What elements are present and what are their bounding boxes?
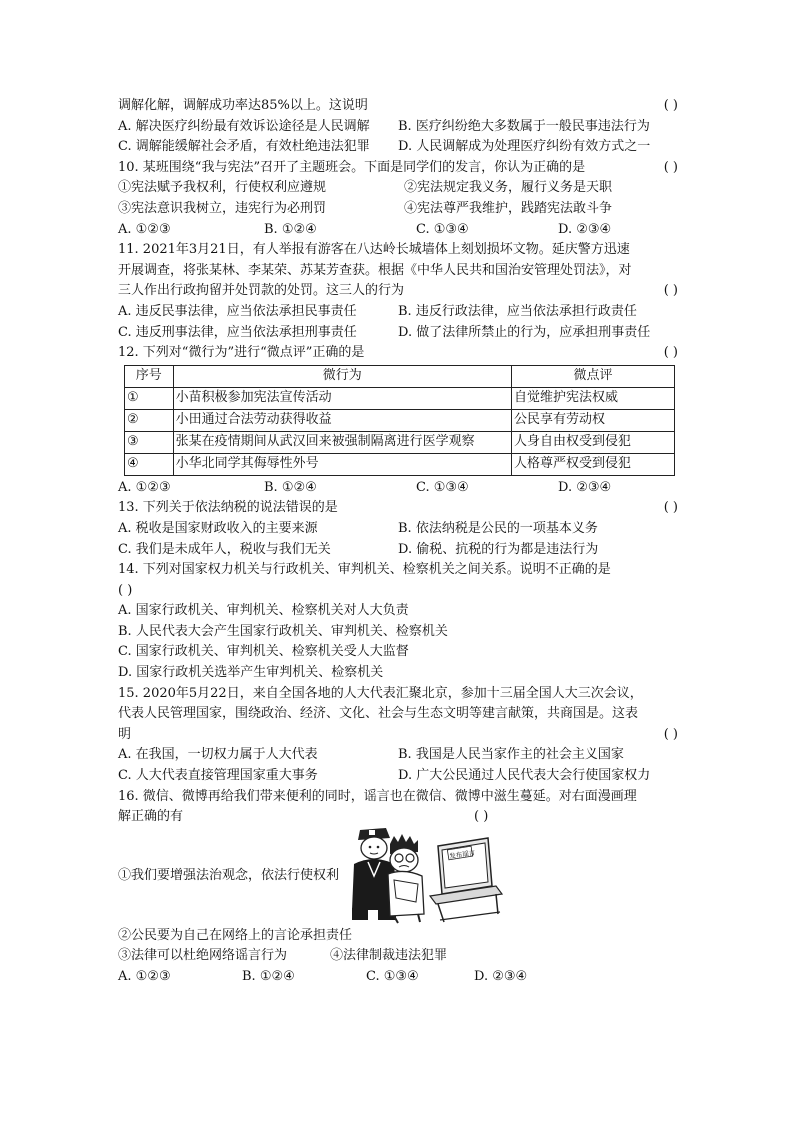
q11-stem-1: 11. 2021年3月21日，有人举报有游客在八达岭长城墙体上刻划损坏文物。延庆警方迅速 <box>118 242 630 258</box>
q14-option-c: C. 国家行政机关、审判机关、检察机关受人大监督 <box>118 644 409 660</box>
q16-statement-4: ④法律制裁违法犯罪 <box>330 948 448 964</box>
q16-stem-1: 16. 微信、微博再给我们带来便利的同时，谣言也在微信、微博中滋生蔓延。对右面漫画理 <box>118 788 637 804</box>
q16-answer-paren: ( ) <box>474 809 489 825</box>
q15-option-d: D. 广大公民通过人民代表大会行使国家权力 <box>398 768 651 784</box>
q15-options-row1 <box>118 745 678 766</box>
q9-option-a: A. 解决医疗纠纷最有效诉讼途径是人民调解 <box>118 118 370 134</box>
row-no: ② <box>125 409 174 431</box>
q13-option-b: B. 依法纳税是公民的一项基本义务 <box>398 520 598 536</box>
q11-options-row2 <box>118 323 678 344</box>
q10-option-b: B. ①②④ <box>264 221 317 237</box>
q15-option-b: B. 我国是人民当家作主的社会主义国家 <box>398 747 624 763</box>
q12-option-c: C. ①③④ <box>416 479 469 495</box>
q9-answer-paren: ( ) <box>663 98 678 113</box>
table-row <box>125 409 675 431</box>
q9-option-d: D. 人民调解成为处理医疗纠纷有效方式之一 <box>398 139 651 155</box>
q14-option-a: A. 国家行政机关、审判机关、检察机关对人大负责 <box>118 603 409 619</box>
q16-option-a: A. ①②③ <box>118 969 171 984</box>
row-comment: 人身自由权受到侵犯 <box>512 431 675 453</box>
q12-option-b: B. ①②④ <box>264 479 317 495</box>
row-no: ④ <box>125 453 174 475</box>
header-behavior: 微行为 <box>173 365 511 387</box>
q15-stem-line1 <box>118 684 678 705</box>
q10-statement-4: ④宪法尊严我维护，践踏宪法敢斗争 <box>404 200 613 216</box>
q15-answer-paren: ( ) <box>663 726 678 742</box>
q9-stem-line <box>118 96 678 117</box>
q15-options-row2 <box>118 766 678 787</box>
q10-statement-1: ①宪法赋予我权利，行使权利应遵规 <box>118 180 327 196</box>
q14-paren-line <box>118 581 678 602</box>
q16-option-c: C. ①③④ <box>366 969 419 984</box>
q12-table-header <box>125 365 675 387</box>
q11-option-a: A. 违反民事法律，应当依法承担民事责任 <box>118 303 357 319</box>
arrested-man-figure <box>388 834 424 923</box>
q14-option-a-line <box>118 601 678 622</box>
q12-option-a: A. ①②③ <box>118 479 171 495</box>
q9-options-row1 <box>118 117 678 138</box>
q10-statement-3: ③宪法意识我树立，违宪行为必刑罚 <box>118 200 327 216</box>
q15-stem-1: 15. 2020年5月22日，来自全国各地的人大代表汇聚北京，参加十三届全国人大三次会议， <box>118 685 643 701</box>
q15-stem-line3 <box>118 725 678 746</box>
q10-statements-row2 <box>118 199 678 220</box>
q14-stem: 14. 下列对国家权力机关与行政机关、审判机关、检察机关之间关系。说明不正确的是 <box>118 562 611 578</box>
q10-options <box>118 220 678 241</box>
q12-stem-line <box>118 343 678 364</box>
row-comment: 人格尊严权受到侵犯 <box>512 453 675 475</box>
q14-stem-line <box>118 560 678 581</box>
q15-stem-line2 <box>118 704 678 725</box>
q10-option-d: D. ②③④ <box>558 221 612 237</box>
q10-statements-row1 <box>118 178 678 199</box>
q10-option-a: A. ①②③ <box>118 221 171 237</box>
q9-options-row2 <box>118 137 678 158</box>
q10-stem: 10. 某班围绕“我与宪法”召开了主题班会。下面是同学们的发言，你认为正确的是 <box>118 159 586 175</box>
q11-option-b: B. 违反行政法律，应当依法承担行政责任 <box>398 303 637 319</box>
q11-stem-2: 开展调查，将张某林、李某荣、苏某芳查获。根据《中华人民共和国治安管理处罚法》，对 <box>118 262 632 278</box>
table-row <box>125 431 675 453</box>
q10-stem-line <box>118 158 678 179</box>
q13-option-d: D. 偷税、抗税的行为都是违法行为 <box>398 541 599 557</box>
q14-option-b: B. 人民代表大会产生国家行政机关、审判机关、检察机关 <box>118 623 448 639</box>
q11-stem-line3 <box>118 281 678 302</box>
q14-option-c-line <box>118 642 678 663</box>
q12-option-d: D. ②③④ <box>558 479 612 495</box>
q11-options-row1 <box>118 302 678 323</box>
row-behavior: 小华北同学其侮辱性外号 <box>173 453 511 475</box>
q9-option-b: B. 医疗纠纷绝大多数属于一般民事违法行为 <box>398 118 650 134</box>
q15-stem-2: 代表人民管理国家，围绕政治、经济、文化、社会与生态文明等建言献策，共商国是。这表 <box>118 706 639 722</box>
q9-option-c: C. 调解能缓解社会矛盾，有效杜绝违法犯罪 <box>118 139 370 155</box>
header-comment: 微点评 <box>512 365 675 387</box>
q12-table <box>124 365 675 476</box>
row-comment: 自觉维护宪法权威 <box>512 387 675 409</box>
q13-options-row1 <box>118 519 678 540</box>
q13-options-row2 <box>118 540 678 561</box>
q16-statement-2-line <box>118 926 678 947</box>
q11-stem-3: 三人作出行政拘留并处罚款的处罚。这三人的行为 <box>118 283 405 299</box>
q11-stem-line1 <box>118 240 678 261</box>
q10-answer-paren: ( ) <box>663 159 678 175</box>
cartoon-sign-text: 发布谣言 <box>448 848 476 861</box>
q12-answer-paren: ( ) <box>663 345 678 361</box>
q15-option-c: C. 人大代表直接管理国家重大事务 <box>118 768 318 784</box>
q16-stem-line1 <box>118 787 678 808</box>
q13-answer-paren: ( ) <box>663 500 678 516</box>
q16-statement-3: ③法律可以杜绝网络谣言行为 <box>118 948 288 964</box>
q16-statement-2: ②公民要为自己在网络上的言论承担责任 <box>118 927 353 943</box>
row-behavior: 小苗积极参加宪法宣传活动 <box>173 387 511 409</box>
q16-statements-row <box>118 946 678 967</box>
q16-cartoon-row <box>118 828 678 926</box>
q16-statement-1: ①我们要增强法治观念，依法行使权利 <box>118 867 340 883</box>
computer-desk-illustration <box>430 838 502 922</box>
header-no: 序号 <box>125 365 174 387</box>
row-no: ③ <box>125 431 174 453</box>
q11-stem-line2 <box>118 261 678 282</box>
q11-option-c: C. 违反刑事法律，应当依法承担刑事责任 <box>118 324 357 340</box>
q12-stem: 12. 下列对“微行为”进行“微点评”正确的是 <box>118 345 365 361</box>
q15-option-a: A. 在我国，一切权力属于人大代表 <box>118 747 318 763</box>
q16-stem-2: 解正确的有 <box>118 809 184 825</box>
q16-options <box>118 967 678 988</box>
q13-stem-line <box>118 498 678 519</box>
q11-option-d: D. 做了法律所禁止的行为，应承担刑事责任 <box>398 324 651 340</box>
q14-option-d-line <box>118 663 678 684</box>
q10-option-c: C. ①③④ <box>416 221 469 237</box>
q13-option-c: C. 我们是未成年人，税收与我们无关 <box>118 541 331 557</box>
q15-stem-3: 明 <box>118 726 132 742</box>
q14-answer-paren: ( ) <box>118 582 133 598</box>
q14-option-b-line <box>118 622 678 643</box>
rumor-arrest-cartoon <box>338 824 503 924</box>
q12-options <box>118 478 678 499</box>
row-behavior: 小田通过合法劳动获得收益 <box>173 409 511 431</box>
q13-stem: 13. 下列关于依法纳税的说法错误的是 <box>118 500 338 516</box>
row-no: ① <box>125 387 174 409</box>
q16-option-b: B. ①②④ <box>242 969 295 984</box>
row-comment: 公民享有劳动权 <box>512 409 675 431</box>
q13-option-a: A. 税收是国家财政收入的主要来源 <box>118 520 318 536</box>
q10-statement-2: ②宪法规定我义务，履行义务是天职 <box>404 180 613 196</box>
exam-page <box>118 96 678 988</box>
q9-stem-text: 调解化解，调解成功率达85%以上。这说明 <box>118 98 368 113</box>
q14-option-d: D. 国家行政机关选举产生审判机关、检察机关 <box>118 665 384 681</box>
q16-option-d: D. ②③④ <box>474 969 528 984</box>
row-behavior: 张某在疫情期间从武汉回来被强制隔离进行医学观察 <box>173 431 511 453</box>
q11-answer-paren: ( ) <box>663 283 678 299</box>
table-row <box>125 453 675 475</box>
table-row <box>125 387 675 409</box>
